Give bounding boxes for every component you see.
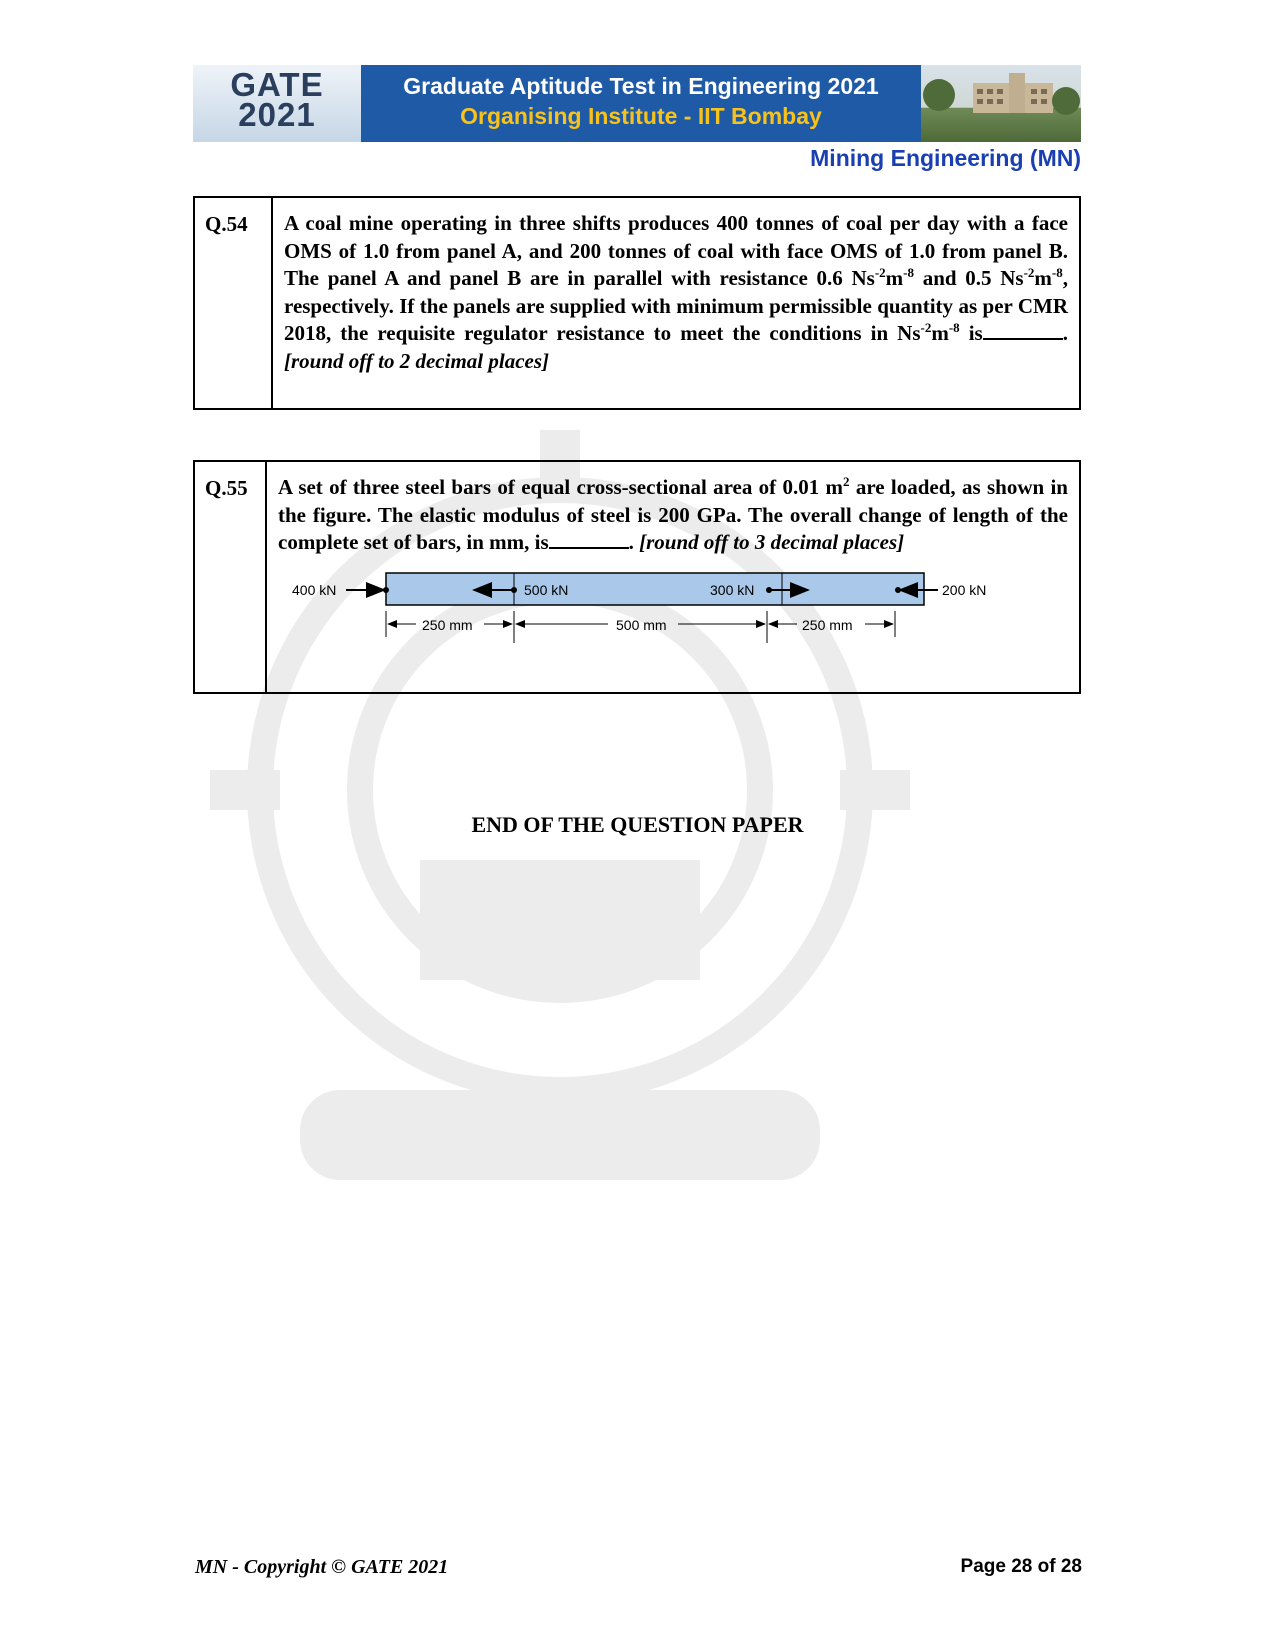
superscript: -2 — [874, 265, 886, 280]
length-label-2: 500 mm — [616, 616, 667, 633]
superscript: -2 — [1023, 265, 1035, 280]
subject-title: Mining Engineering (MN) — [810, 145, 1081, 171]
question-box-54 — [193, 196, 1081, 410]
text-segment: and 0.5 Ns — [914, 266, 1024, 290]
superscript: -8 — [903, 265, 914, 280]
banner-title — [361, 65, 921, 142]
text-segment: . — [628, 530, 640, 554]
load-point — [511, 587, 517, 593]
superscript: -8 — [1051, 265, 1063, 280]
length-label-3: 250 mm — [802, 616, 853, 633]
length-label-1: 250 mm — [422, 616, 473, 633]
load-label-200: 200 kN — [942, 581, 987, 598]
steel-bars-diagram — [278, 567, 1068, 659]
gate-logo — [193, 65, 361, 142]
text-segment: is — [959, 321, 983, 345]
answer-blank — [983, 320, 1063, 340]
load-label-300: 300 kN — [710, 581, 755, 598]
campus-building-icon — [921, 65, 1081, 142]
footer-copyright: MN - Copyright © GATE 2021 — [195, 1556, 449, 1578]
text-segment: . — [1062, 321, 1068, 345]
text-segment: m — [931, 321, 949, 345]
text-segment: A coal mine operating in three shifts produces 400 tonnes of coal per day with a face OMS of 1.0 from panel A, and 200 tonnes of coal with face OMS of 1.0 from panel B. The panel A and panel B are in parallel with resistance 0.6 Ns — [284, 211, 1068, 290]
rounding-instruction: [round off to 2 decimal places] — [284, 348, 550, 373]
question-text — [267, 462, 1079, 692]
text-segment: , respectively. If the panels are supplied with minimum permissible quantity as per CMR 2018, the requisite regulator resistance to meet the conditions in Ns — [284, 266, 1068, 345]
text-segment: are loaded, as shown in the figure. The elastic modulus of steel is 200 GPa. The overall change of length of the complete set of bars, in mm, is — [278, 475, 1068, 554]
footer-page-number: Page 28 of 28 — [960, 1556, 1082, 1577]
question-box-55 — [193, 460, 1081, 694]
steel-bar — [386, 573, 924, 605]
text-segment: m — [1034, 266, 1052, 290]
superscript: -2 — [920, 320, 932, 335]
logo-line1: GATE — [230, 66, 324, 103]
header-banner — [193, 65, 1081, 142]
superscript: 2 — [843, 474, 850, 489]
bar-figure — [278, 567, 1068, 659]
superscript: -8 — [948, 320, 960, 335]
question-text — [273, 198, 1079, 408]
banner-title-line2: Organising Institute - IIT Bombay — [460, 103, 822, 129]
end-of-paper: END OF THE QUESTION PAPER — [471, 812, 804, 837]
logo-line2: 2021 — [238, 96, 316, 133]
load-label-500: 500 kN — [524, 581, 569, 598]
campus-photo — [921, 65, 1081, 142]
text-segment: m — [885, 266, 904, 290]
answer-blank — [549, 529, 629, 549]
question-number: Q.55 — [195, 462, 267, 692]
load-label-400: 400 kN — [292, 581, 337, 598]
banner-title-line1: Graduate Aptitude Test in Engineering 2021 — [403, 73, 879, 99]
question-number: Q.54 — [195, 198, 273, 408]
rounding-instruction: [round off to 3 decimal places] — [639, 530, 905, 554]
text-segment: A set of three steel bars of equal cross-sectional area of 0.01 m — [278, 475, 844, 499]
load-point — [383, 587, 389, 593]
